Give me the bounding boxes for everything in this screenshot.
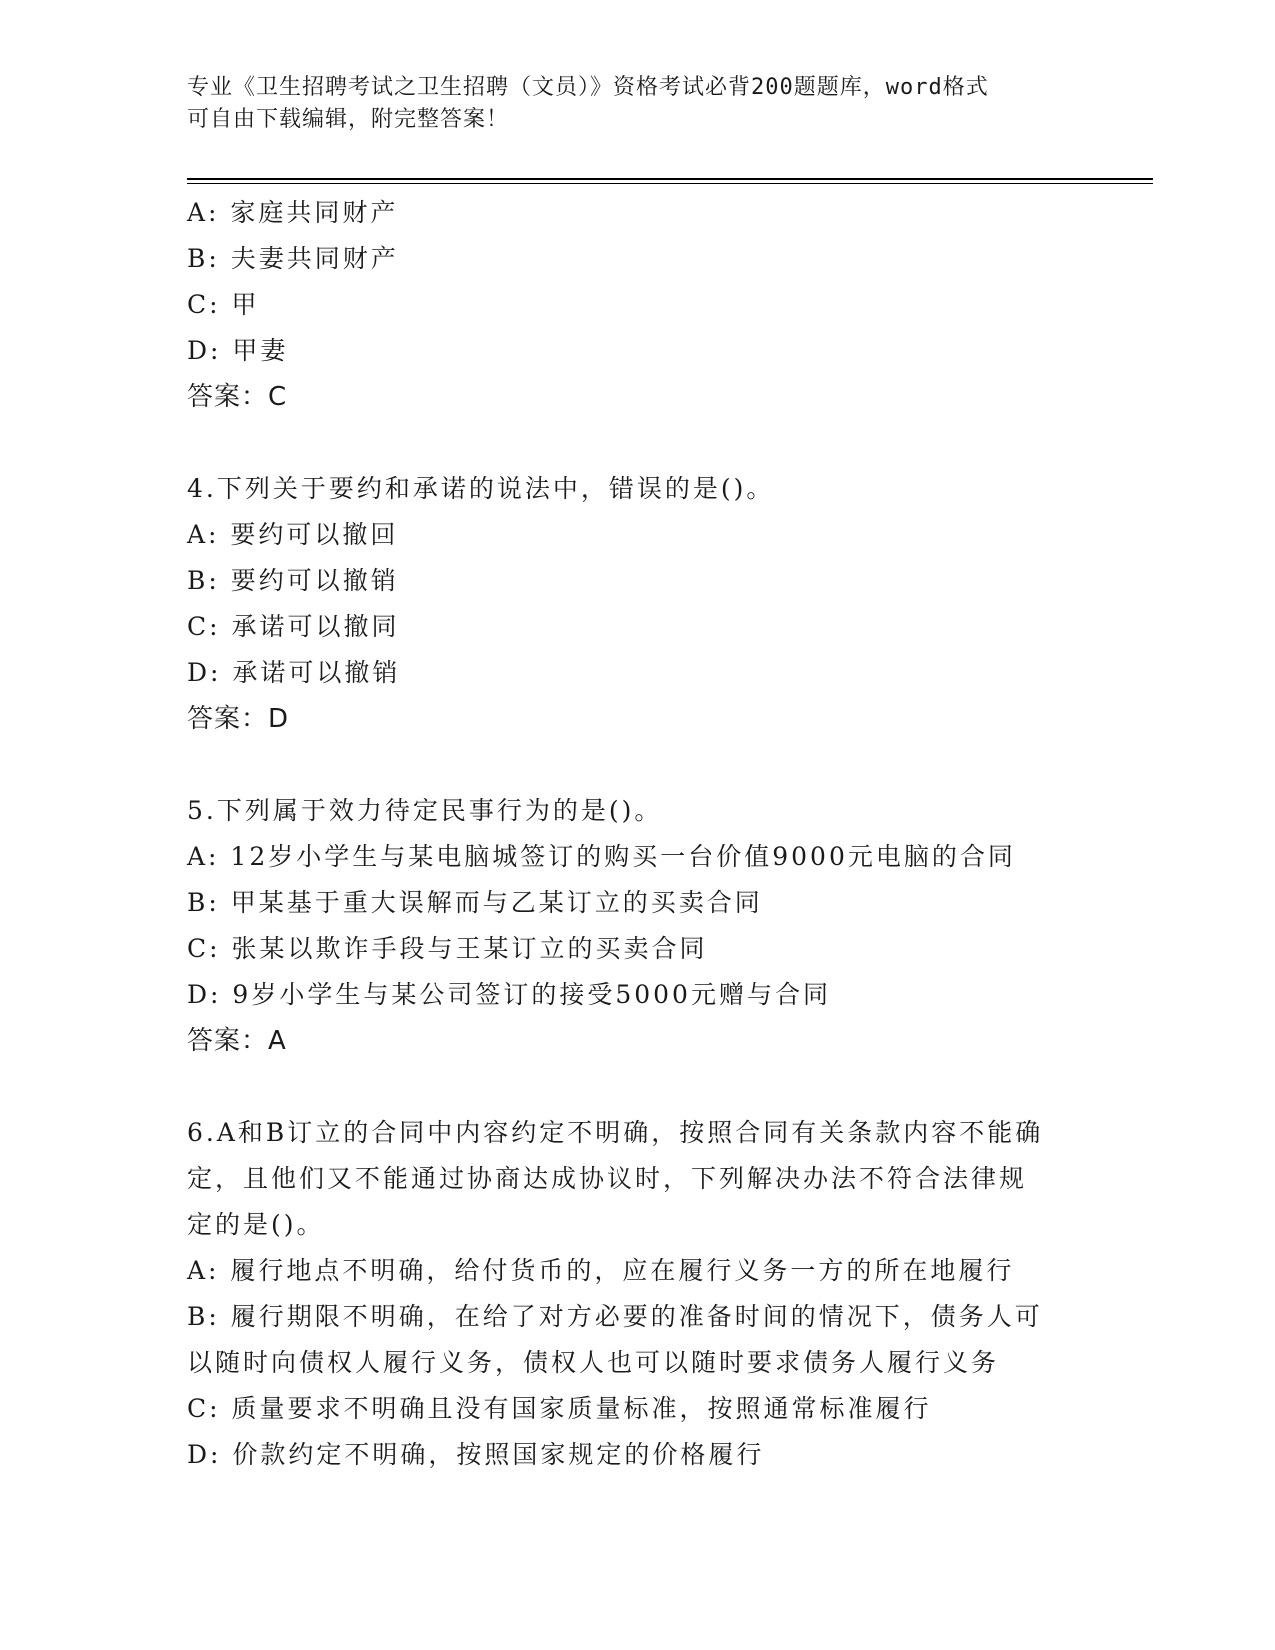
option-a: A: 12岁小学生与某电脑城签订的购买一台价值9000元电脑的合同 (187, 842, 1016, 871)
question-5 (187, 788, 1087, 1064)
header-divider-thin (187, 183, 1153, 184)
question-6 (187, 1110, 1087, 1478)
option-b-continued: 以随时向债权人履行义务，债权人也可以随时要求债务人履行义务 (187, 1348, 1000, 1377)
option-d: D: 价款约定不明确，按照国家规定的价格履行 (187, 1440, 765, 1469)
option-a: A: 家庭共同财产 (187, 198, 399, 227)
answer-line: 答案：D (187, 704, 290, 734)
option-d: D: 承诺可以撤销 (187, 658, 401, 687)
answer-line: 答案：C (187, 382, 288, 412)
header-title-line-2: 可自由下载编辑，附完整答案！ (187, 107, 510, 132)
question-stem-line-1: 6.A和B订立的合同中内容约定不明确，按照合同有关条款内容不能确 (187, 1118, 1044, 1147)
document-header (187, 72, 1067, 136)
question-3 (187, 190, 1087, 420)
option-b: B: 夫妻共同财产 (187, 244, 399, 273)
option-a: A: 要约可以撤回 (187, 520, 399, 549)
option-c: C: 张某以欺诈手段与王某订立的买卖合同 (187, 934, 708, 963)
question-stem: 5.下列属于效力待定民事行为的是()。 (187, 796, 663, 825)
question-stem-line-3: 定的是()。 (187, 1210, 325, 1239)
question-4 (187, 466, 1087, 742)
option-c: C: 承诺可以撤同 (187, 612, 400, 641)
question-stem: 4.下列关于要约和承诺的说法中，错误的是()。 (187, 474, 775, 503)
option-b: B: 甲某基于重大误解而与乙某订立的买卖合同 (187, 888, 763, 917)
option-a: A: 履行地点不明确，给付货币的，应在履行义务一方的所在地履行 (187, 1256, 1015, 1285)
spacer (187, 1064, 1087, 1110)
option-d: D: 甲妻 (187, 336, 289, 365)
option-c: C: 甲 (187, 290, 260, 319)
option-d: D: 9岁小学生与某公司签订的接受5000元赠与合同 (187, 980, 831, 1009)
option-b: B: 要约可以撤销 (187, 566, 399, 595)
spacer (187, 742, 1087, 788)
option-c: C: 质量要求不明确且没有国家质量标准，按照通常标准履行 (187, 1394, 932, 1423)
header-divider-thick (187, 178, 1153, 180)
spacer (187, 420, 1087, 466)
header-title-line-1: 专业《卫生招聘考试之卫生招聘（文员）》资格考试必背200题题库，word格式 (187, 75, 989, 100)
question-list (187, 190, 1087, 1478)
answer-line: 答案：A (187, 1026, 287, 1056)
question-stem-line-2: 定，且他们又不能通过协商达成协议时，下列解决办法不符合法律规 (187, 1164, 1028, 1193)
option-b: B: 履行期限不明确，在给了对方必要的准备时间的情况下，债务人可 (187, 1302, 1043, 1331)
